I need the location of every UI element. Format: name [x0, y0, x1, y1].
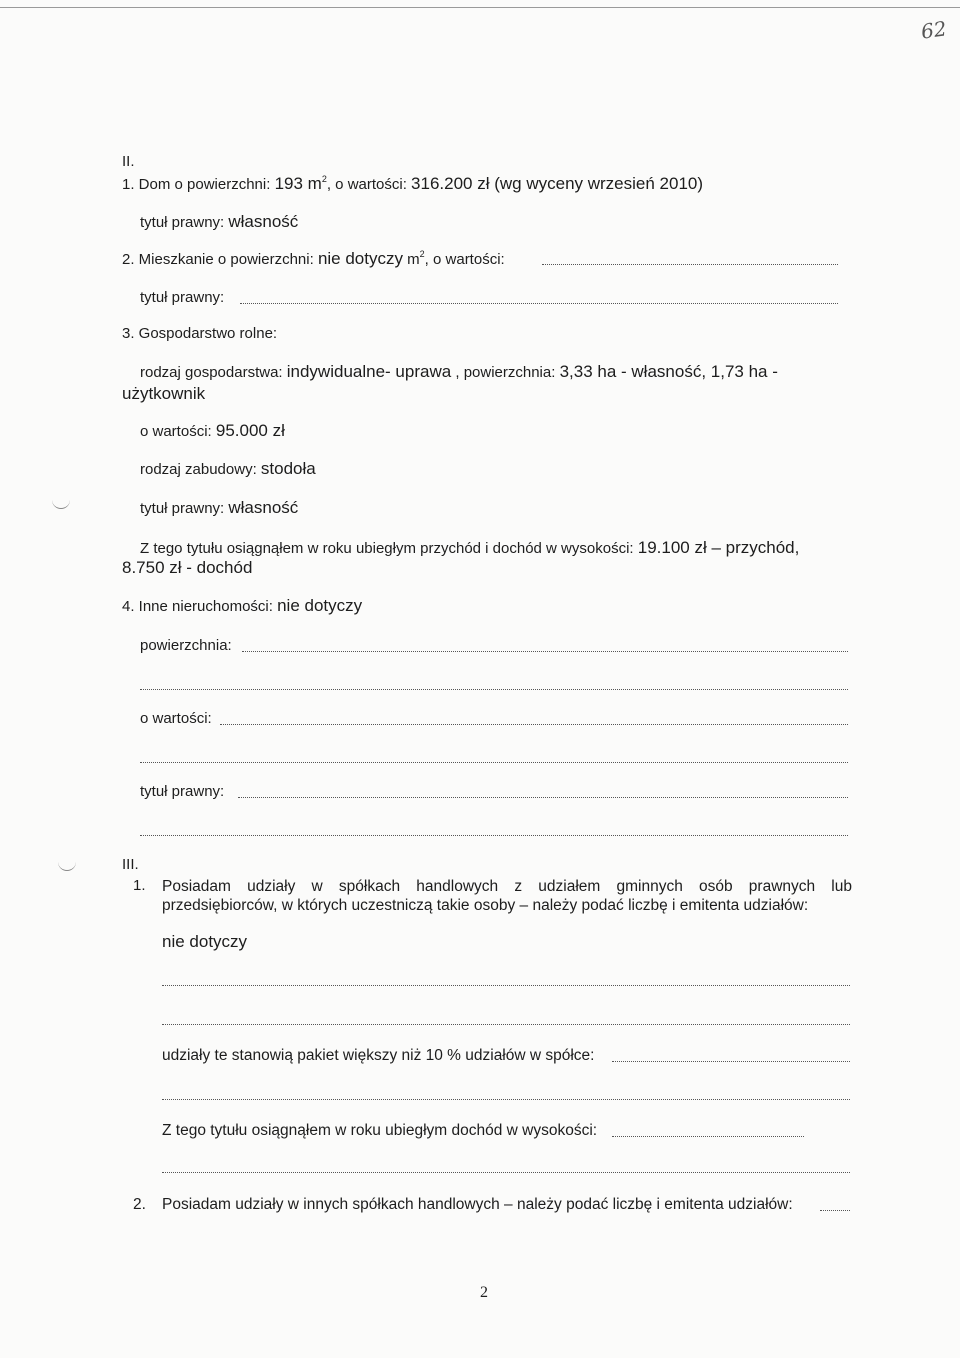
item1-value-label: , o wartości:: [326, 176, 412, 193]
item1-title-line: [140, 213, 298, 232]
item4-title-label: tytuł prawny:: [140, 783, 225, 800]
item2-unit: $m^2$: [402, 249, 425, 268]
item2-title-blank: [240, 303, 838, 304]
item3-title-line: [140, 499, 298, 518]
item2-value-blank: [542, 264, 838, 265]
item1-value: 316.200 zł (wg wyceny wrzesień 2010): [411, 174, 704, 193]
page-number: 2: [480, 1284, 488, 1301]
item4-area-label: powierzchnia:: [140, 637, 232, 654]
s3-stake-blank: [612, 1061, 850, 1062]
section-iii-heading: III.: [122, 856, 139, 873]
section-ii-heading: II.: [122, 153, 135, 170]
item3-type-value: indywidualne- uprawa: [286, 362, 452, 381]
s3-item2-number: 2.: [133, 1196, 146, 1213]
item3-income-value-cont: 8.750 zł - dochód: [122, 558, 253, 577]
punch-hole-mark: [58, 860, 76, 871]
item4-value-blank: [220, 724, 848, 725]
item1-title-value: własność: [228, 212, 299, 231]
item4-title-blank-2: [140, 835, 848, 836]
punch-hole-mark: [52, 498, 70, 509]
item1-title-label: tytuł prawny:: [140, 214, 229, 231]
item3-income-line: [140, 539, 799, 558]
scan-top-edge: [0, 7, 960, 8]
item4-heading-value: nie dotyczy: [277, 596, 363, 615]
item3-title-value: własność: [228, 498, 299, 517]
s3-income-label: Z tego tytułu osiągnąłem w roku ubiegłym dochód w wysokości:: [162, 1122, 598, 1139]
item3-area-label: , powierzchnia:: [451, 364, 560, 381]
item3-building-value: stodoła: [260, 459, 316, 478]
item2-area: nie dotyczy: [317, 249, 403, 268]
item2-line: [122, 250, 505, 269]
item1-label: 1. Dom o powierzchni:: [122, 176, 275, 193]
item4-heading: 4. Inne nieruchomości:: [122, 598, 278, 615]
item2-value-label: , o wartości:: [424, 251, 505, 268]
item1-area: 193 $m^2$: [274, 174, 327, 193]
s3-item1-blank-1: [162, 985, 850, 986]
item4-area-blank-2: [140, 689, 848, 690]
s3-item1-text: Posiadam udziały w spółkach handlowych z udziałem gminnych osób prawnych lub przedsiębiorców, w których uczestniczą takie osoby – należy podać liczbę i emitenta udziałów:: [162, 878, 852, 914]
s3-item1-answer: nie dotyczy: [162, 932, 248, 951]
s3-stake-label: udziały te stanowią pakiet większy niż 10 % udziałów w spółce:: [162, 1047, 595, 1064]
item4-value-label: o wartości:: [140, 710, 212, 727]
item2-title-label: tytuł prawny:: [140, 289, 225, 306]
s3-item1-number: 1.: [133, 877, 146, 894]
s3-stake-blank-2: [162, 1099, 850, 1100]
item4-heading-line: [122, 597, 362, 616]
item3-value-value: 95.000 zł: [215, 421, 285, 440]
item3-heading: 3. Gospodarstwo rolne:: [122, 325, 278, 342]
item1-line: [122, 175, 703, 194]
item2-label: 2. Mieszkanie o powierzchni:: [122, 251, 318, 268]
item3-value-line: [140, 422, 285, 441]
s3-item2-text: Posiadam udziały w innych spółkach handlowych – należy podać liczbę i emitenta udziałów:: [162, 1196, 793, 1213]
s3-item2-blank: [820, 1210, 850, 1211]
s3-item1-blank-2: [162, 1024, 850, 1025]
s3-income-blank-2: [162, 1172, 850, 1173]
item3-income-label: Z tego tytułu osiągnąłem w roku ubiegłym przychód i dochód w wysokości:: [140, 540, 638, 557]
handwritten-page-mark: 62: [919, 16, 948, 44]
item3-value-label: o wartości:: [140, 423, 216, 440]
item3-title-label: tytuł prawny:: [140, 500, 229, 517]
s3-income-blank: [612, 1136, 804, 1137]
item3-income-value: 19.100 zł – przychód,: [637, 538, 800, 557]
item3-building-label: rodzaj zabudowy:: [140, 461, 261, 478]
item3-area-value: 3,33 ha - własność, 1,73 ha -: [559, 362, 778, 381]
item3-building-line: [140, 460, 316, 479]
item4-area-blank: [242, 651, 848, 652]
item4-value-blank-2: [140, 762, 848, 763]
item4-title-blank: [238, 797, 848, 798]
item3-type-line: [140, 363, 778, 382]
item3-area-value-cont: użytkownik: [122, 384, 206, 403]
item3-type-label: rodzaj gospodarstwa:: [140, 364, 287, 381]
